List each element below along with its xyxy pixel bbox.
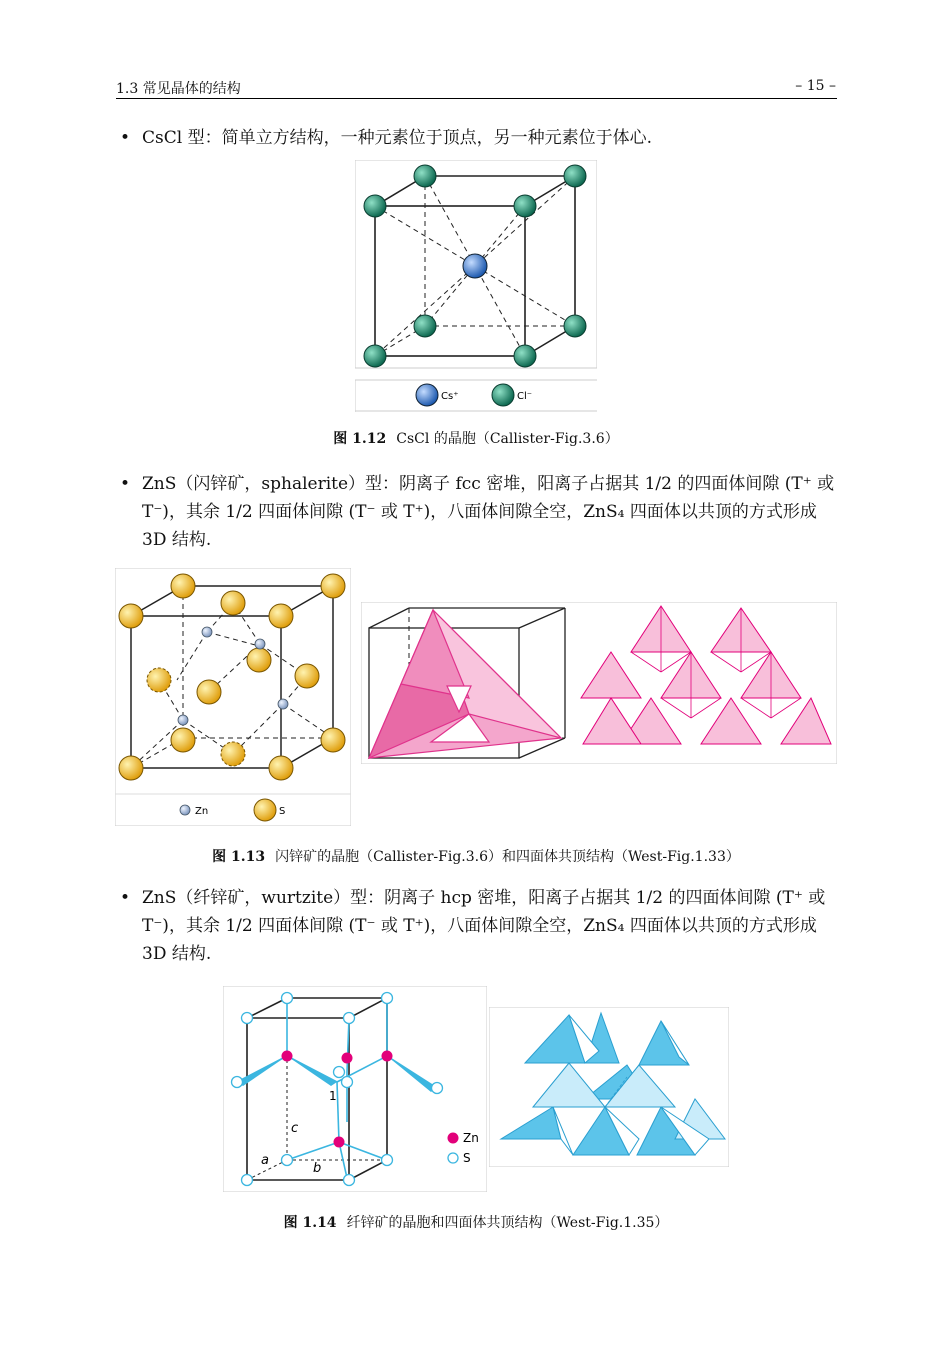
legend-s-label: S bbox=[279, 806, 286, 817]
sphalerite-tetrahedra-figure bbox=[361, 602, 837, 764]
running-header-section: 1.3 常见晶体的结构 bbox=[116, 81, 241, 97]
figure-caption-text: 纤锌矿的晶胞和四面体共顶结构（West-Fig.1.35） bbox=[346, 1215, 669, 1231]
figure-number: 图 1.12 bbox=[333, 431, 387, 447]
bullet-dot: • bbox=[120, 474, 131, 494]
legend-zn-label: Zn bbox=[463, 1131, 479, 1145]
bullet-dot: • bbox=[120, 128, 131, 148]
figure-number: 图 1.13 bbox=[212, 849, 266, 865]
legend-cl-label: Cl⁻ bbox=[517, 391, 533, 402]
legend-zn-label: Zn bbox=[195, 806, 209, 817]
wurtzite-tetrahedra-figure bbox=[489, 1007, 729, 1167]
bullet-text: ZnS（纤锌矿，wurtzite）型：阴离子 hcp 密堆，阳离子占据其 1/2 的四面体间隙 (T⁺ 或 T⁻)，其余 1/2 四面体间隙 (T⁻ 或 T⁺)，八面体间隙全空，ZnS₄ 四面体以共顶的方式形成 3D 结构. bbox=[142, 888, 826, 964]
sphalerite-unit-cell-figure bbox=[115, 568, 351, 826]
cscl-unit-cell-figure bbox=[355, 160, 597, 412]
bullet-zns-sphalerite bbox=[120, 470, 840, 554]
figure-caption-text: CsCl 的晶胞（Callister-Fig.3.6） bbox=[396, 431, 619, 447]
figure-number: 图 1.14 bbox=[283, 1215, 337, 1231]
header-rule bbox=[116, 98, 837, 99]
figure-1-13-caption bbox=[0, 846, 952, 866]
figure-1-12-caption bbox=[0, 428, 952, 448]
label-a: a bbox=[261, 1153, 269, 1168]
bullet-zns-wurtzite bbox=[120, 884, 840, 968]
bullet-text: ZnS（闪锌矿，sphalerite）型：阴离子 fcc 密堆，阳离子占据其 1/2 的四面体间隙 (T⁺ 或 T⁻)，其余 1/2 四面体间隙 (T⁻ 或 T⁺)，八面体间隙全空，ZnS₄ 四面体以共顶的方式形成 3D 结构. bbox=[142, 474, 835, 550]
figure-1-14-caption bbox=[0, 1212, 952, 1232]
label-1: 1 bbox=[329, 1089, 337, 1103]
bullet-dot: • bbox=[120, 888, 131, 908]
page-number: – 15 – bbox=[795, 78, 836, 94]
figure-caption-text: 闪锌矿的晶胞（Callister-Fig.3.6）和四面体共顶结构（West-Fig.1.33） bbox=[275, 849, 740, 865]
label-b: b bbox=[313, 1161, 322, 1176]
wurtzite-unit-cell-figure bbox=[223, 986, 487, 1192]
bullet-cscl bbox=[120, 124, 840, 152]
label-c: c bbox=[291, 1121, 299, 1136]
bullet-text: CsCl 型：简单立方结构，一种元素位于顶点，另一种元素位于体心. bbox=[142, 128, 652, 148]
legend-s-label: S bbox=[463, 1151, 471, 1165]
legend-cs-label: Cs⁺ bbox=[441, 391, 459, 402]
